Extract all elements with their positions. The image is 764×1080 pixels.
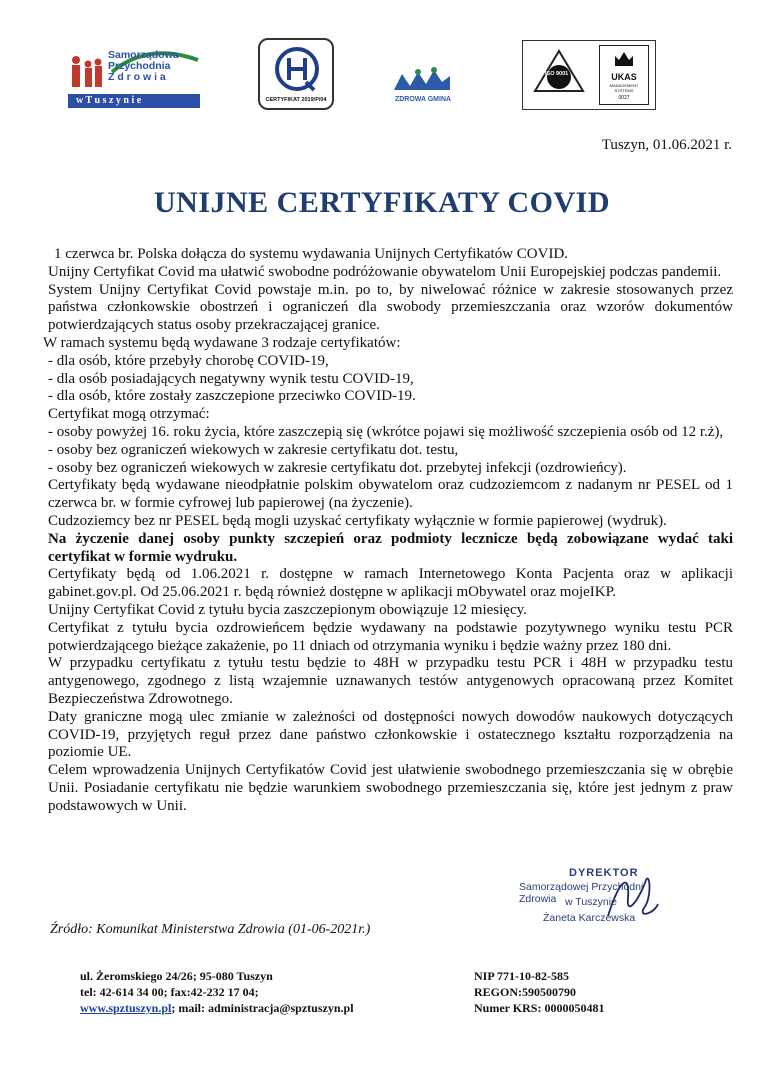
footer-registry — [474, 968, 604, 1016]
ukas-number: 0027 — [618, 95, 630, 101]
body-paragraph: Na życzenie danej osoby punkty szczepień oraz podmioty lecznicze będą zobowiązane wydać taki certyfikat w formie wydruku. — [48, 530, 733, 565]
body-paragraph: 1 czerwca br. Polska dołącza do systemu wydawania Unijnych Certyfikatów COVID. — [54, 246, 569, 262]
stamp-name: Żaneta Karczewska — [543, 912, 636, 924]
footer-krs: Numer KRS: 0000050481 — [474, 1001, 605, 1015]
stamp-town: w Tuszynie — [565, 896, 617, 908]
footer-nip: NIP 771-10-82-585 — [474, 969, 569, 983]
crown-icon — [613, 50, 635, 68]
body-paragraph: Cudzoziemcy bez nr PESEL będą mogli uzyskać certyfikaty wyłącznie w formie papierowej (wydruk). — [48, 512, 667, 529]
footer-mail: ; mail: administracja@spztuszyn.pl — [171, 1001, 354, 1015]
stamp-title: DYREKTOR — [569, 867, 639, 879]
body-paragraph: - osoby powyżej 16. roku życia, które zaszczepią się (wkrótce pojawi się możliwość szczepienia osób od 12 r.ż), — [48, 423, 724, 440]
gmina-people-icon — [392, 66, 452, 92]
body-paragraph: - dla osób posiadających negatywny wynik testu COVID-19, — [48, 370, 414, 387]
stamp-institution: Samorządowej Przychodni Zdrowia — [519, 881, 644, 905]
quality-cert-logo — [258, 38, 334, 110]
q-certificate-icon — [272, 44, 322, 94]
footer-regon: REGON:590500790 — [474, 985, 576, 999]
szpz-logo — [68, 42, 200, 112]
source-note: Źródło: Komunikat Ministerstwa Zdrowia (01-06-2021r.) — [50, 922, 371, 937]
gmina-caption: ZDROWA GMINA — [394, 96, 452, 103]
ukas-sub: MANAGEMENT SYSTEMS — [609, 83, 639, 93]
iso-label: ISO 9001 — [545, 71, 569, 77]
document-title: UNIJNE CERTYFIKATY COVID — [154, 186, 610, 219]
footer-phones: tel: 42-614 34 00; fax:42-232 17 04; — [80, 985, 259, 999]
szpz-line-1: Samorządowa — [108, 49, 179, 61]
document-date: Tuszyn, 01.06.2021 r. — [601, 137, 732, 153]
body-paragraph: W ramach systemu będą wydawane 3 rodzaje certyfikatów: — [43, 334, 401, 351]
body-paragraph: Certyfikat z tytułu bycia ozdrowieńcem będzie wydawany na podstawie pozytywnego wyniku testu PCR potwierdzającego bieżące zakażenie, po 11 dniach od otrzymania wyniku i będzie ważny przez 180 dni. — [48, 619, 733, 654]
body-paragraph: - osoby bez ograniczeń wiekowych w zakresie certyfikatu dot. testu, — [48, 441, 459, 458]
body-paragraph: Certyfikat mogą otrzymać: — [48, 406, 210, 423]
cert-caption: CERTYFIKAT 2019/P/04 — [265, 97, 327, 103]
szpz-line-2: Przychodnia — [108, 60, 171, 72]
body-paragraph: Unijny Certyfikat Covid ma ułatwić swobodne podróżowanie obywatelom Unii Europejskiej podczas pandemii. — [48, 263, 722, 280]
body-paragraph: - osoby bez ograniczeń wiekowych w zakresie certyfikatu dot. przebytej infekcji (ozdrowieńcy). — [48, 459, 627, 476]
szpz-line-3: Z d r o w i a — [108, 71, 166, 83]
body-paragraph: - dla osób, które przebyły chorobę COVID-19, — [48, 352, 329, 369]
signature-icon — [600, 868, 660, 928]
body-paragraph: Unijny Certyfikat Covid z tytułu bycia zaszczepionym obowiązuje 12 miesięcy. — [48, 601, 527, 618]
body-paragraph: Certyfikaty będą wydawane nieodpłatnie polskim obywatelom oraz cudzoziemcom z nadanym nr PESEL od 1 czerwca br. w formie cyfrowej lub papierowej (na życzenie). — [48, 477, 733, 512]
footer-address: ul. Żeromskiego 24/26; 95-080 Tuszyn — [80, 969, 273, 983]
footer-contact — [80, 968, 354, 1016]
website-link[interactable]: www.spztuszyn.pl — [80, 1001, 172, 1015]
body-paragraph: - dla osób, które zostały zaszczepione przeciwko COVID-19. — [48, 388, 416, 405]
body-paragraph: W przypadku certyfikatu z tytułu testu będzie to 48H w przypadku testu PCR i 48H w przypadku testu antygenowego, zgodnego z listą wzajemnie uznawanych testów antygenowych opracowaną przez Komitet Bezpieczeństwa Zdrowotnego. — [48, 655, 733, 707]
document-body — [43, 246, 733, 816]
ukas-box — [599, 45, 649, 105]
iso-ukas-logo — [522, 40, 656, 110]
ukas-label: UKAS — [611, 72, 637, 82]
zdrowa-gmina-logo — [380, 62, 466, 110]
body-paragraph: Daty graniczne mogą ulec zmianie w zależności od dostępności nowych dowodów naukowych dotyczących COVID-19, przyjętych reguł przez dane państwo członkowskie i ostatecznego kształtu rozporządzenia na poziomie UE. — [48, 708, 733, 761]
body-paragraph: Celem wprowadzenia Unijnych Certyfikatów Covid jest ułatwienie swobodnego przemieszczania się w obrębie Unii. Posiadanie certyfikatu nie będzie warunkiem swobodnego przemieszczania się, które jest jednym z praw podstawowych w Unii. — [48, 762, 733, 814]
szpz-line-4: w T u s z y n i e — [76, 95, 142, 106]
footer-web-mail — [80, 1000, 354, 1016]
body-paragraph: Certyfikaty będą od 1.06.2021 r. dostępne w ramach Internetowego Konta Pacjenta oraz w aplikacji gabinet.gov.pl. Od 25.06.2021 r. będą również dostępne w aplikacji mObywatel oraz mojeIKP. — [48, 566, 733, 601]
body-paragraph: System Unijny Certyfikat Covid powstaje m.in. po to, by niwelować różnice w zakresie stosowanych przez państwa członkowskie obostrzeń i ograniczeń dla swobody przemieszczania oraz wzorów dokumentów potwierdzających status osoby przekraczającej granice. — [48, 281, 733, 334]
